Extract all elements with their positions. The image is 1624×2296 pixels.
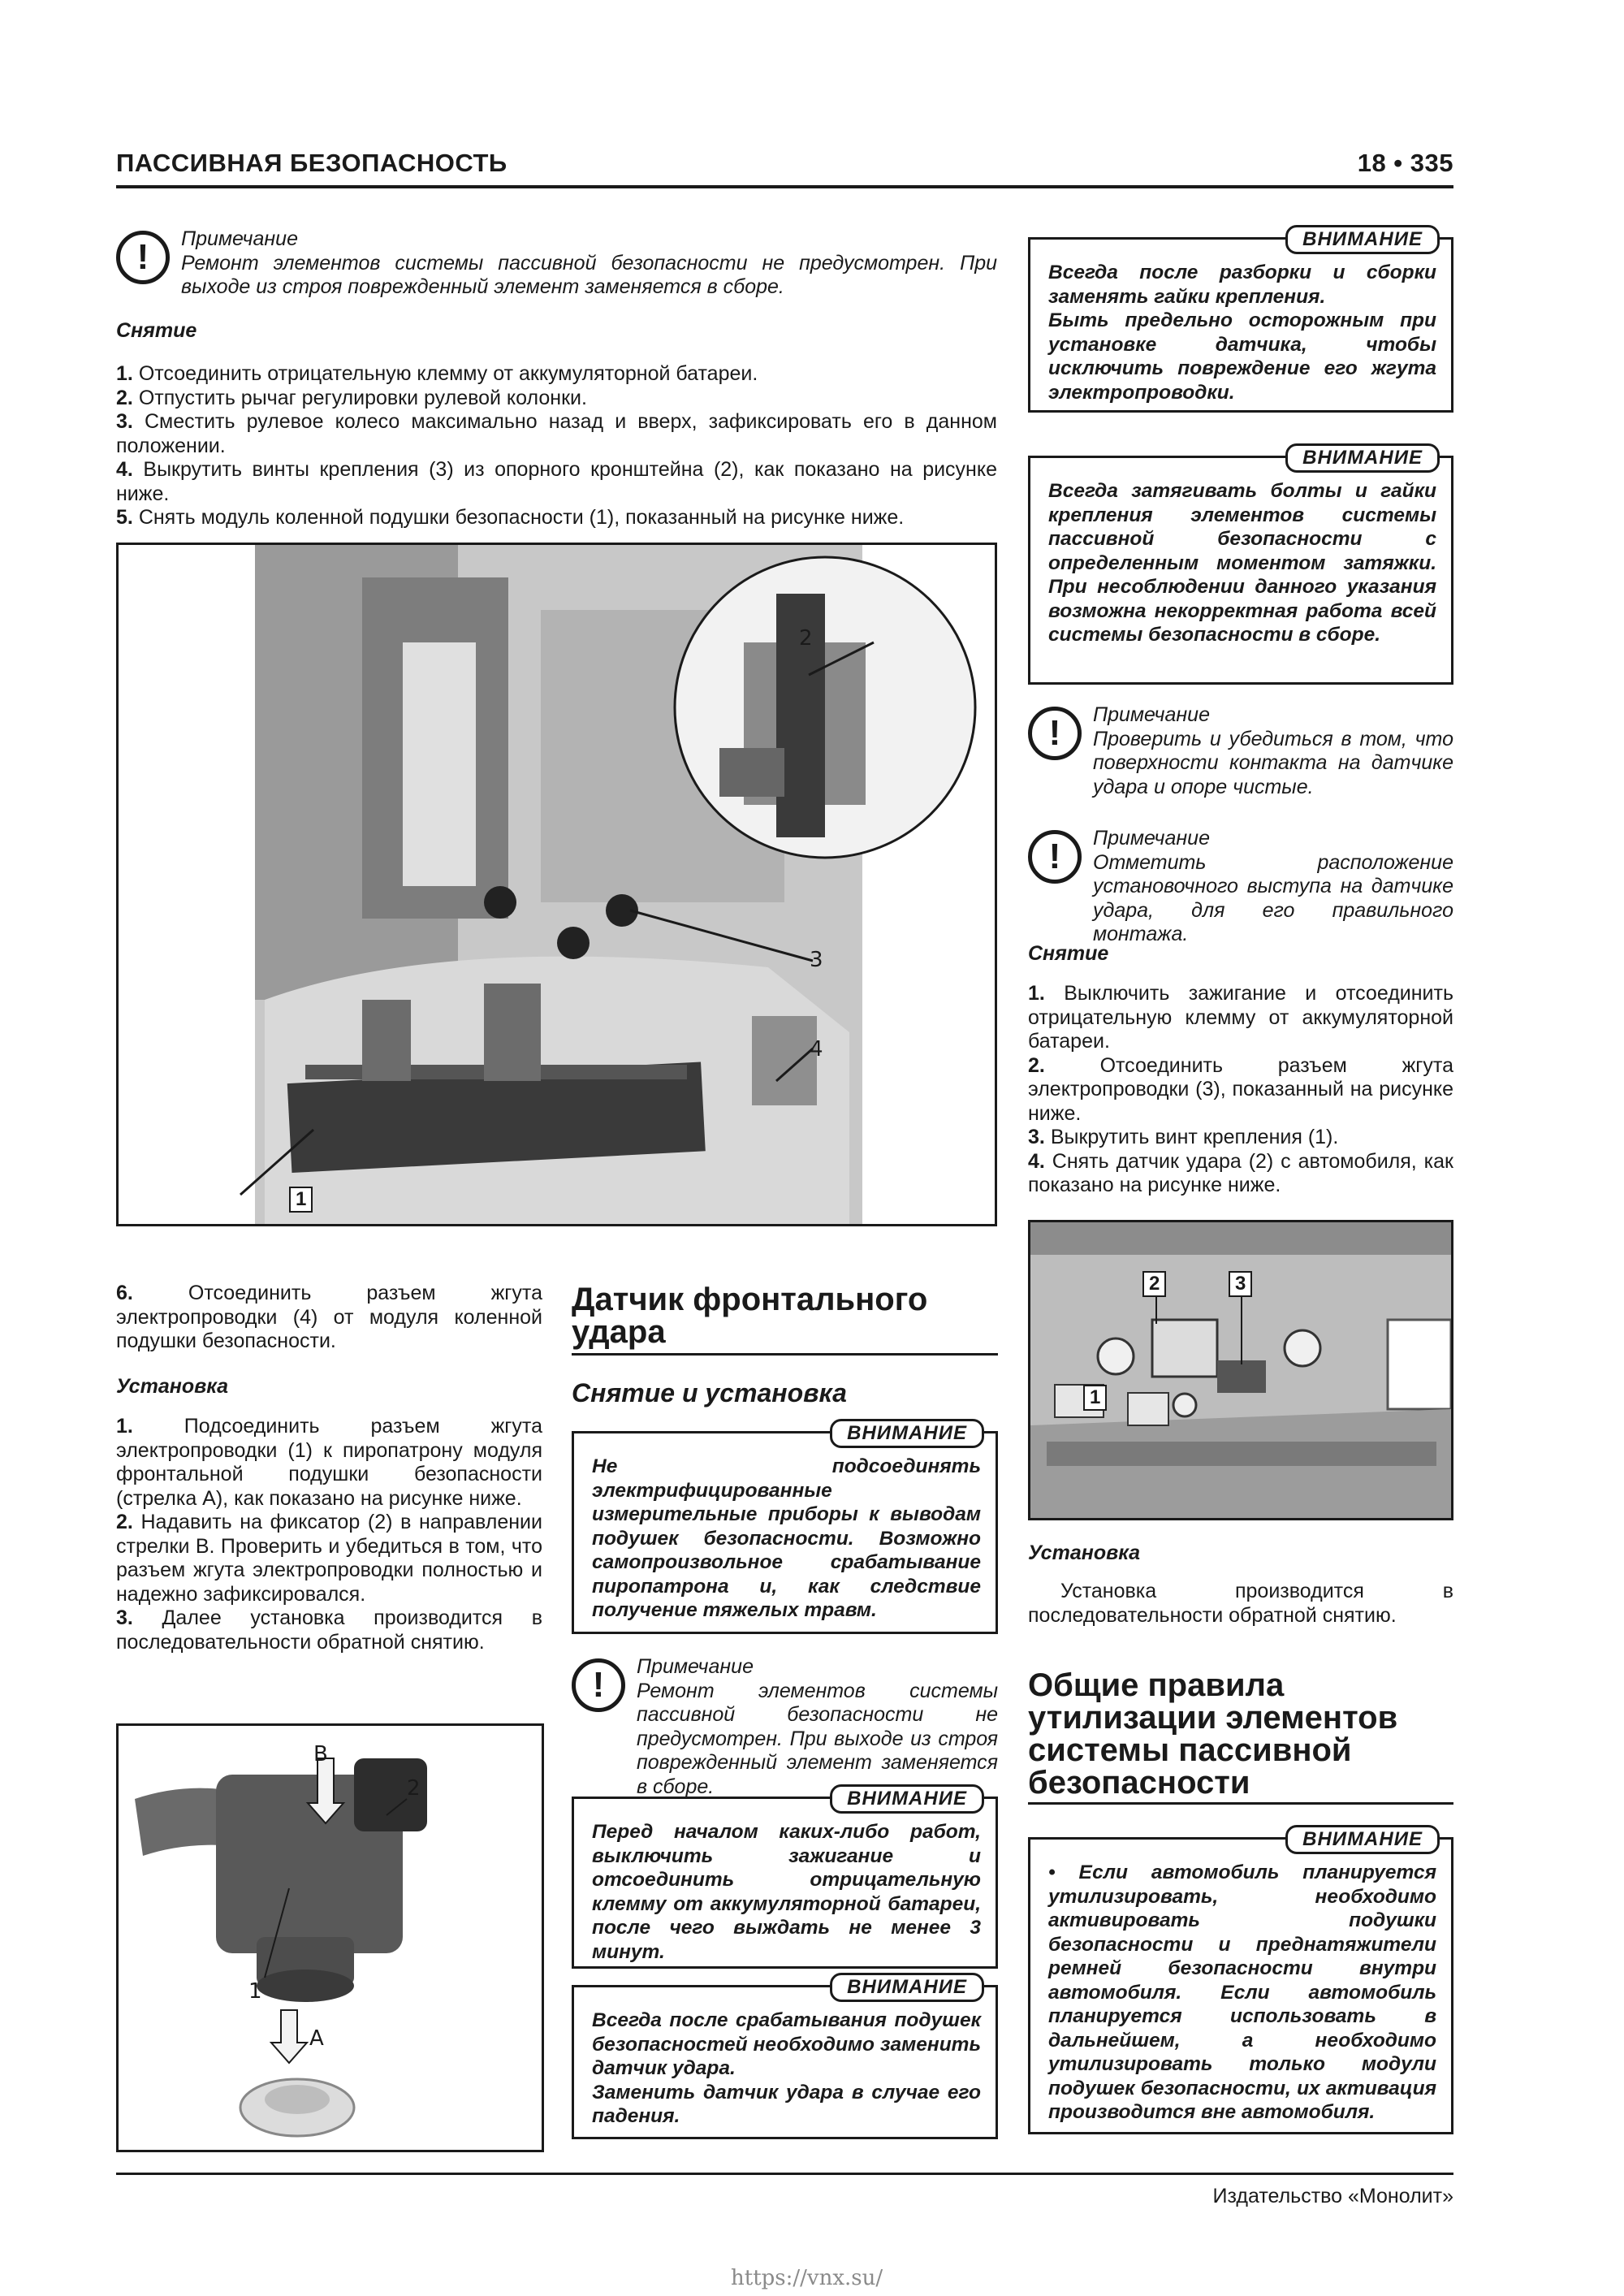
install-steps (116, 1415, 542, 1654)
warning-label: ВНИМАНИЕ (1285, 225, 1440, 254)
warning-box (1028, 447, 1453, 685)
callout-b: B (313, 1742, 328, 1766)
callout-1: 1 (289, 1187, 313, 1213)
callout-3: 3 (1229, 1271, 1252, 1297)
step: 2. Надавить на фиксатор (2) в направлении стрелки B. Проверить и убедиться в том, что разъем жгута электропроводки полностью и надежно зафиксировался. (116, 1511, 542, 1606)
callout-2: 2 (1142, 1271, 1166, 1297)
page-number: 18 • 335 (1357, 149, 1453, 177)
warning-text: Всегда затягивать болты и гайки крепления элементов системы пассивной безопасности с определенным моментом затяжки. При несоблюдении данного указания возможна некорректная работа всей системы безопасности в сборе. (1048, 480, 1436, 646)
warning-box (1028, 228, 1453, 413)
install-text: Установка производится в последовательности обратной снятию. (1028, 1580, 1453, 1627)
warning-text: Всегда после срабатывания подушек безопасностей необходимо заменить датчик удара. (592, 2009, 981, 2079)
warning-text: Заменить датчик удара в случае его падения. (592, 2081, 981, 2127)
section-rule (572, 1353, 998, 1356)
note-locating-lug (1028, 827, 1453, 947)
note-text: Ремонт элементов системы пассивной безопасности не предусмотрен. При выходе из строя поврежденный элемент заменяется в сборе. (637, 1679, 998, 1798)
header-rule (116, 185, 1453, 188)
warning-text: Перед началом каких-либо работ, выключить зажигание и отсоединить отрицательную клемму от аккумуляторной батареи, после чего выждать не менее 3 минут. (592, 1821, 981, 1963)
publisher: Издательство «Монолит» (1212, 2185, 1453, 2207)
step: 1. Подсоединить разъем жгута электропроводки (1) к пиропатрону модуля фронтальной подушки безопасности (стрелка A), как показано на рисунке ниже. (116, 1415, 542, 1510)
watermark-link[interactable]: https://vnx.su/ (731, 2266, 883, 2290)
section-title-frontal-sensor: Датчик фронтального удара (572, 1282, 928, 1350)
footer-rule (116, 2173, 1453, 2175)
callout-a: A (309, 2026, 324, 2051)
exclamation-icon: ! (116, 231, 170, 284)
step: 4. Выкрутить винты крепления (3) из опорного кронштейна (2), как показано на рисунке ниже. (116, 458, 997, 505)
note-contact-surfaces (1028, 703, 1453, 799)
warning-text: • Если автомобиль планируется утилизировать, необходимо активировать подушки безопасности и преднатяжители ремней безопасности внутри автомобиля. Если автомобиль планируется использовать в дальнейшем, а необходимо утилизировать только модули подушек безопасности, их активация производится вне автомобиля. (1048, 1861, 1436, 2123)
note-label: Примечание (1093, 703, 1210, 726)
install-title: Установка (116, 1375, 229, 1398)
step: 2. Отсоединить разъем жгута электропроводки (3), показанный на рисунке ниже. (1028, 1053, 1453, 1125)
section-rule (1028, 1802, 1453, 1805)
figure-impact-sensor-connector (116, 1723, 544, 2152)
step: 3. Далее установка производится в последовательности обратной снятию. (116, 1606, 542, 1654)
exclamation-icon: ! (1028, 707, 1082, 760)
warning-text: Быть предельно осторожным при установке датчика, чтобы исключить повреждение его жгута электропроводки. (1048, 309, 1436, 404)
removal-title: Снятие (1028, 942, 1109, 965)
warning-label: ВНИМАНИЕ (830, 1419, 984, 1448)
callout-1: 1 (248, 1979, 262, 2004)
removal-steps-sensor (1028, 982, 1453, 1198)
section-title-disposal: Общие правила утилизации элементов системы пассивной безопасности (1028, 1667, 1398, 1801)
figure-sensor-location (1028, 1220, 1453, 1520)
warning-box (572, 1788, 998, 1969)
note-repair-middle (572, 1655, 998, 1799)
install-title: Установка (1028, 1541, 1141, 1564)
note-text: Проверить и убедиться в том, что поверхности контакта на датчике удара и опоре чистые. (1093, 727, 1453, 798)
removal-title: Снятие (116, 319, 197, 342)
step: 4. Снять датчик удара (2) с автомобиля, как показано на рисунке ниже. (1028, 1149, 1453, 1196)
header-title: ПАССИВНАЯ БЕЗОПАСНОСТЬ (116, 149, 508, 177)
note-label: Примечание (637, 1655, 754, 1678)
warning-label: ВНИМАНИЕ (1285, 443, 1440, 473)
callout-2: 2 (407, 1776, 421, 1801)
callout-1: 1 (1083, 1385, 1107, 1411)
note-text: Отметить расположение установочного выступа на датчике удара, для его правильного монтажа. (1093, 850, 1453, 945)
step: 3. Сместить рулевое колесо максимально назад и вверх, зафиксировать его в данном положении. (116, 410, 997, 457)
note-label: Примечание (1093, 827, 1210, 850)
subsection-title: Снятие и установка (572, 1378, 847, 1407)
figure-sensor-illustration (1030, 1222, 1451, 1518)
step: 5. Снять модуль коленной подушки безопасности (1), показанный на рисунке ниже. (116, 506, 905, 529)
note-text: Ремонт элементов системы пассивной безопасности не предусмотрен. При выходе из строя поврежденный элемент заменяется в сборе. (181, 251, 997, 298)
warning-box (1028, 1828, 1453, 2134)
exclamation-icon: ! (572, 1658, 625, 1712)
callout-4: 4 (810, 1037, 823, 1062)
figure-knee-airbag-illustration (119, 545, 995, 1224)
note-label: Примечание (181, 227, 298, 250)
warning-label: ВНИМАНИЕ (830, 1784, 984, 1814)
step: 1. Отсоединить отрицательную клемму от аккумуляторной батареи. (116, 362, 758, 385)
warning-label: ВНИМАНИЕ (830, 1973, 984, 2002)
warning-text: Всегда после разборки и сборки заменять гайки крепления. (1048, 262, 1436, 308)
warning-text: Не подсоединять электрифицированные измерительные приборы к выводам подушек безопасности. Возможно самопроизвольное срабатывание пиропатрона и, как следствие получение тяжелых травм. (592, 1455, 981, 1621)
warning-box (572, 1976, 998, 2139)
step-6: 6. Отсоединить разъем жгута электропроводки (4) от модуля коленной подушки безопасности. (116, 1282, 542, 1352)
note-repair (116, 227, 997, 300)
step: 3. Выкрутить винт крепления (1). (1028, 1126, 1339, 1148)
step: 1. Выключить зажигание и отсоединить отрицательную клемму от аккумуляторной батареи. (1028, 982, 1453, 1053)
exclamation-icon: ! (1028, 830, 1082, 884)
removal-steps (116, 362, 997, 530)
step: 2. Отпустить рычаг регулировки рулевой колонки. (116, 386, 587, 409)
callout-3: 3 (810, 948, 823, 972)
warning-box (572, 1422, 998, 1634)
warning-label: ВНИМАНИЕ (1285, 1825, 1440, 1854)
figure-connector-illustration (119, 1726, 542, 2150)
figure-knee-airbag (116, 543, 997, 1226)
callout-2: 2 (799, 626, 813, 651)
